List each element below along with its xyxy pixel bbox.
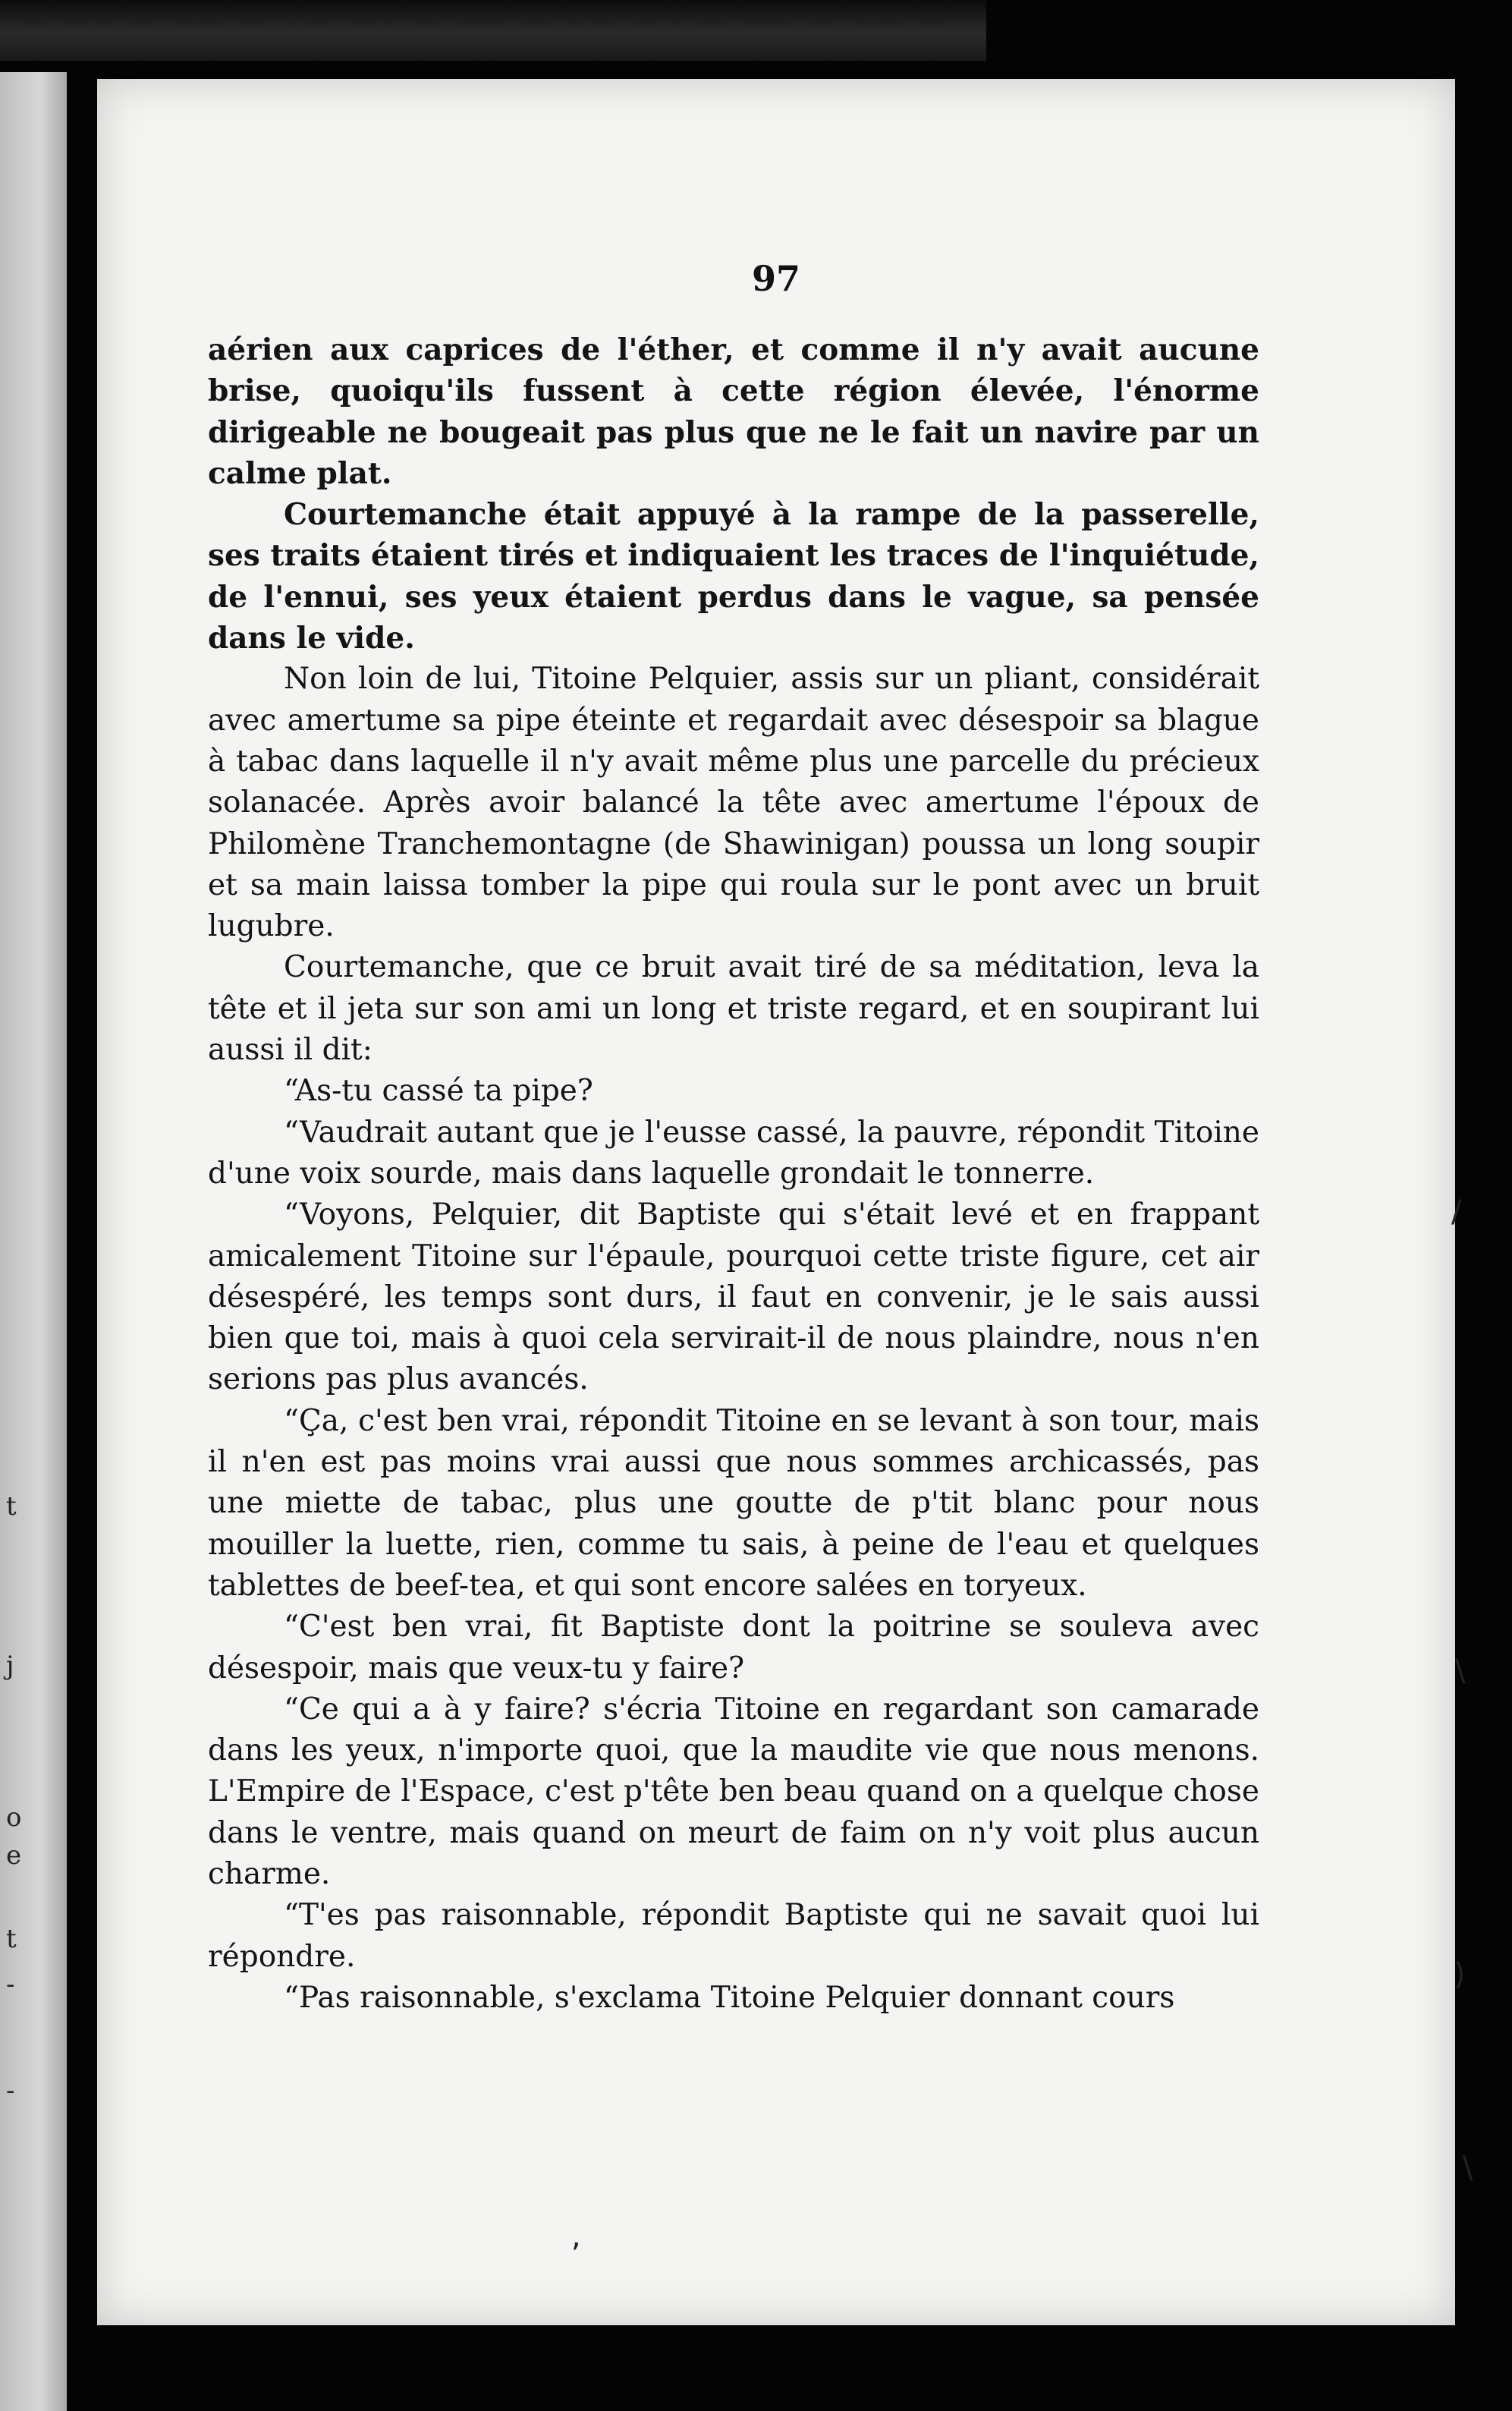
margin-fragment: t — [6, 1924, 17, 1954]
margin-fragment: j — [6, 1651, 14, 1681]
margin-fragment: t — [6, 1491, 17, 1522]
scan-mark: ) — [1454, 1957, 1466, 1992]
paragraph: “Vaudrait autant que je l'eusse cassé, la pauvre, répondit Titoine d'une voix sourde, mais dans laquelle grondait le tonnerre. — [208, 1115, 1259, 1191]
paragraph: Non loin de lui, Titoine Pelquier, assis sur un pliant, considérait avec amertume sa pipe éteinte et regardait avec désespoir sa blague à tabac dans laquelle il n'y avait même plus une parcelle du précieux solanacée. Après avoir balancé la tête avec amertume l'époux de Philomène Tranchemontagne (de Shawinigan) poussa un long soupir et sa main laissa tomber la pipe qui roula sur le pont avec un bruit lugubre. — [208, 662, 1259, 944]
previous-page-edge — [0, 72, 67, 2411]
film-border-top — [0, 0, 986, 61]
paragraph: “As-tu cassé ta pipe? — [284, 1074, 593, 1109]
paragraph: “Voyons, Pelquier, dit Baptiste qui s'était levé et en frappant amicalement Titoine sur l'épaule, pourquoi cette triste figure, cet air désespéré, les temps sont durs, il faut en convenir, je le sais aussi bien que toi, mais à quoi cela servirait-il de nous plaindre, nous n'en serions pas plus avancés. — [208, 1198, 1259, 1397]
margin-fragment: - — [6, 2076, 15, 2106]
scan-mark: / — [1451, 1194, 1462, 1229]
scan-mark: \ — [1455, 1654, 1466, 1689]
paragraph: aérien aux caprices de l'éther, et comme il n'y avait aucune brise, quoiqu'ils fussent à cette région élevée, l'énorme dirigeable ne bougeait pas plus que ne le fait un navire par un calme plat. — [208, 332, 1259, 491]
paragraph: “Ce qui a à y faire? s'écria Titoine en regardant son camarade dans les yeux, n'importe quoi, que la maudite vie que nous menons. L'Empire de l'Espace, c'est p'tête ben beau quand on a quelque chose dans le ventre, mais quand on meurt de faim on n'y voit plus aucun charme. — [208, 1692, 1259, 1891]
paragraph: “T'es pas raisonnable, répondit Baptiste qui ne savait quoi lui répondre. — [208, 1898, 1259, 1974]
paragraph: Courtemanche, que ce bruit avait tiré de sa méditation, leva la tête et il jeta sur son ami un long et triste regard, et en soupirant lui aussi il dit: — [208, 950, 1259, 1068]
paragraph: “Pas raisonnable, s'exclama Titoine Pelquier donnant cours — [284, 1980, 1175, 2015]
scan-mark: \ — [1463, 2151, 1473, 2186]
page-body — [208, 329, 1259, 2019]
paragraph: Courtemanche était appuyé à la rampe de la passerelle, ses traits étaient tirés et indiquaient les traces de l'inquiétude, de l'ennui, ses yeux étaient perdus dans le vague, sa pensée dans le vide. — [208, 497, 1259, 656]
paragraph: “Ça, c'est ben vrai, répondit Titoine en se levant à son tour, mais il n'en est pas moins vrai aussi que nous sommes archicassés, pas une miette de tabac, plus une goutte de p'tit blanc pour nous mouiller la luette, rien, comme tu sais, à peine de l'eau et quelques tablettes de beef-tea, et qui sont encore salées en toryeux. — [208, 1403, 1259, 1603]
margin-fragment: e — [6, 1840, 22, 1871]
scan-mark: , — [571, 2219, 581, 2254]
margin-fragment: - — [6, 1969, 15, 2000]
page-number: 97 — [751, 258, 800, 299]
margin-fragment: o — [6, 1802, 22, 1833]
book-page — [97, 79, 1473, 2325]
paragraph: “C'est ben vrai, fit Baptiste dont la poitrine se souleva avec désespoir, mais que veux-tu y faire? — [208, 1610, 1259, 1685]
